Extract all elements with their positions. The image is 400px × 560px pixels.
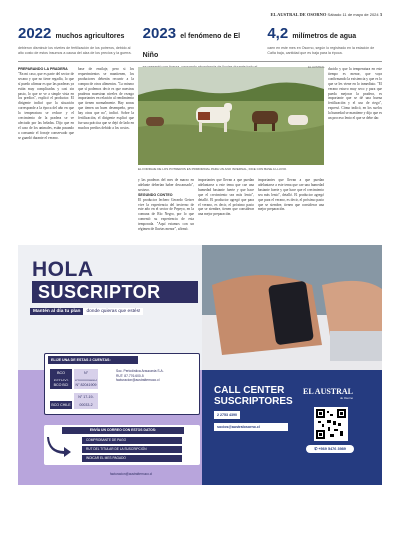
arrow-icon: [46, 433, 72, 457]
stat-label: muchos agricultores: [55, 33, 125, 40]
company-line: Soc. Periodística Araucanía S.A.: [116, 369, 164, 373]
whatsapp-contact[interactable]: [306, 445, 354, 453]
account-row: [50, 381, 98, 389]
stat-block: [18, 26, 133, 58]
bank-name: BCO: [50, 369, 72, 385]
article-column-3: [138, 178, 194, 240]
stat-block: [267, 26, 382, 58]
call-center-phone[interactable]: 2 2753 4390: [214, 411, 240, 419]
page-number: 3: [379, 12, 382, 17]
account-number: N° 17-19-00033-2: [74, 393, 98, 409]
send-email-link[interactable]: facturacion@australtemuco.cl: [110, 472, 153, 476]
subscriber-ad[interactable]: [18, 245, 382, 485]
article-text: El productor lechero Gerardo Geiser vive la experiencia del invierno de este año en el sector de Pepeyo, en la comuna de Río Negro, por lo que comentó su experiencia de esta temporada. "Aquí estamos con un régimen de lluvias menor", afirmó.: [138, 197, 194, 232]
ad-hola: HOLA: [32, 258, 94, 281]
account-row: [50, 369, 98, 377]
account-number: N°: [74, 369, 98, 385]
requirement-item: INDICAR EL MES PAGADO: [82, 455, 182, 462]
company-details: [116, 369, 196, 383]
article-subhead: PREPARANDO LA PRADERA: [18, 67, 68, 71]
cattle-photo-image: [138, 67, 324, 165]
qr-code[interactable]: [314, 407, 348, 441]
whatsapp-number: +569 5476 3989: [318, 447, 346, 451]
stat-block: [143, 26, 258, 58]
article-column-5: [328, 67, 382, 239]
account-number: N° 82041909: [75, 383, 97, 387]
company-email[interactable]: facturacion@australtemuco.cl: [116, 378, 160, 383]
article-column-1: [18, 67, 74, 239]
call-center-email[interactable]: socios@australosorno.cl: [214, 423, 288, 431]
requirement-item: COMPROBANTE DE PAGO: [82, 437, 182, 444]
article-text: y las praderas del mes de marzo en adelante deberían haber descansado", sostuvo.: [138, 178, 194, 192]
accounts-title: ELIJE UNA DE ESTAS 2 CUENTAS:: [48, 356, 138, 364]
article-column-4: [198, 178, 254, 240]
article-column-4b: [258, 178, 324, 240]
stat-number: 2023: [142, 25, 177, 42]
call-center-title: [214, 385, 293, 407]
stat-text: caen en este mes en Osorno, según lo registrado en la estación de Caña baja, cantidad que es baja para la época.: [267, 46, 375, 55]
article-text: importantes que llevan a que puedan adelantarse a este tema que cae una humedad bastante fuerte y que hace que el crecimiento sea más lento", detalló. El productor agregó que para el verano, es decir, el próximo pasto que se siembre, tienen que considerar una mejor preparación.: [198, 178, 254, 217]
article-text: ducido y que la temperatura en este tiempo es menor, que vaya confirmando la existencia y que es lo que se les viene en lo inmediato. "El verano estuvo muy seco y para que pueda mejorar la pradera, es importante que se dé una buena fertilización y el uso de riego", expresó. Cómo indicó, en los suelos la humedad se mantiene y dijo que es un proceso lento el que se debe dar.: [328, 67, 382, 121]
stat-text: debieron disminuir los niveles de fertilización de los potreros, debido al alto costo de estos insumos a causa del alza de los precios y la guerra.: [18, 46, 132, 55]
whatsapp-icon: ✆: [314, 447, 319, 451]
article-text: importantes que llevan a que puedan adelantarse a este tema que cae una humedad bastante fuerte y que hace que el crecimiento sea más lento", detalló. El productor agregó que para el verano, es decir, el próximo pasto que se siembre, tienen que considerar una mejor preparación.: [258, 178, 324, 212]
logo-subtext: de Osorno: [339, 396, 354, 400]
ad-suscriptor: SUSCRIPTOR: [32, 281, 198, 303]
article-text: base de ensilaje, pero si los requerimientos se mantienen, los productores deberán recurrir a la compra de otros alimentos. "Lo mismo que sí podemos decir es que nuestras praderas muestran niveles de rezago importantes en relación al rendimiento que tienen normalmente. Hay zonas que tienen un buen desempeño, pero hay otras que no", indicó. Sobre la fertilización, el dirigente explicó que fue una práctica que se dejó de lado en muchos predios debido a los costos.: [78, 67, 134, 130]
logo-text: EL AUSTRAL: [303, 387, 354, 396]
el-austral-logo: [303, 387, 353, 400]
call-center-line-1: CALL CENTER: [214, 385, 285, 396]
call-center-line-2: SUSCRIPTORES: [214, 396, 293, 407]
stat-label: el fenómeno de El Niño: [142, 33, 241, 59]
photo-caption: EL FORRAJE DE LOS POTREROS ES PRIMORDIAL PARA UN ANO INVERNAL, DICE CON BASE A LLUVIO.: [138, 167, 287, 171]
qr-code-icon: [316, 409, 346, 439]
stat-label: milímetros de agua: [292, 33, 357, 40]
ad-tagline-rest: donde quieras que estés!: [83, 308, 143, 315]
ad-tagline: [30, 307, 230, 317]
email-box-title: ENVÍA UN CORREO CON ESTOS DATOS:: [62, 427, 184, 434]
stats-strip: [18, 26, 382, 58]
cattle-photo: [138, 67, 324, 165]
paper-name: EL AUSTRAL DE OSORNO: [270, 12, 327, 17]
photo-credit: EL AUSTRAL: [308, 65, 325, 69]
article-column-2: [78, 67, 134, 239]
stat-number: 4,2: [267, 25, 289, 42]
page-header: [18, 12, 382, 21]
page-date: Sábado 11 de mayo de 2024: [327, 12, 379, 17]
account-row: [50, 393, 98, 407]
requirement-item: RUT DEL TITULAR DE LA SUSCRIPCIÓN: [82, 446, 182, 453]
bank-name: BCO CHILE: [51, 403, 71, 407]
divider: [18, 61, 382, 62]
company-line: RUT: 87.776.600-5: [116, 373, 144, 378]
ad-tagline-highlight: Mantén al día tu plan: [30, 308, 83, 315]
stat-number: 2022: [18, 25, 52, 42]
article-text: "En mi caso, que es parte del sector de secano y que no tiene regadío, lo que sí puedo afirmar es que las praderas ya están muy complicadas y casi sin pasto, lo que se ve a simple vista en los predios", explicó el productor. El dirigente indicó que la situación corresponde a la época del año en que la temperatura se reduce y el crecimiento de la pradera se ve afectado por las heladas. Dijo que en el caso de los animales, están pasando a consumir el forraje conservado que se guardó durante el verano.: [18, 71, 74, 140]
bank-name: BCO BCI: [50, 381, 72, 389]
article-subhead: SEGUNDO CONTEO: [138, 192, 173, 197]
newspaper-page: [18, 12, 382, 552]
